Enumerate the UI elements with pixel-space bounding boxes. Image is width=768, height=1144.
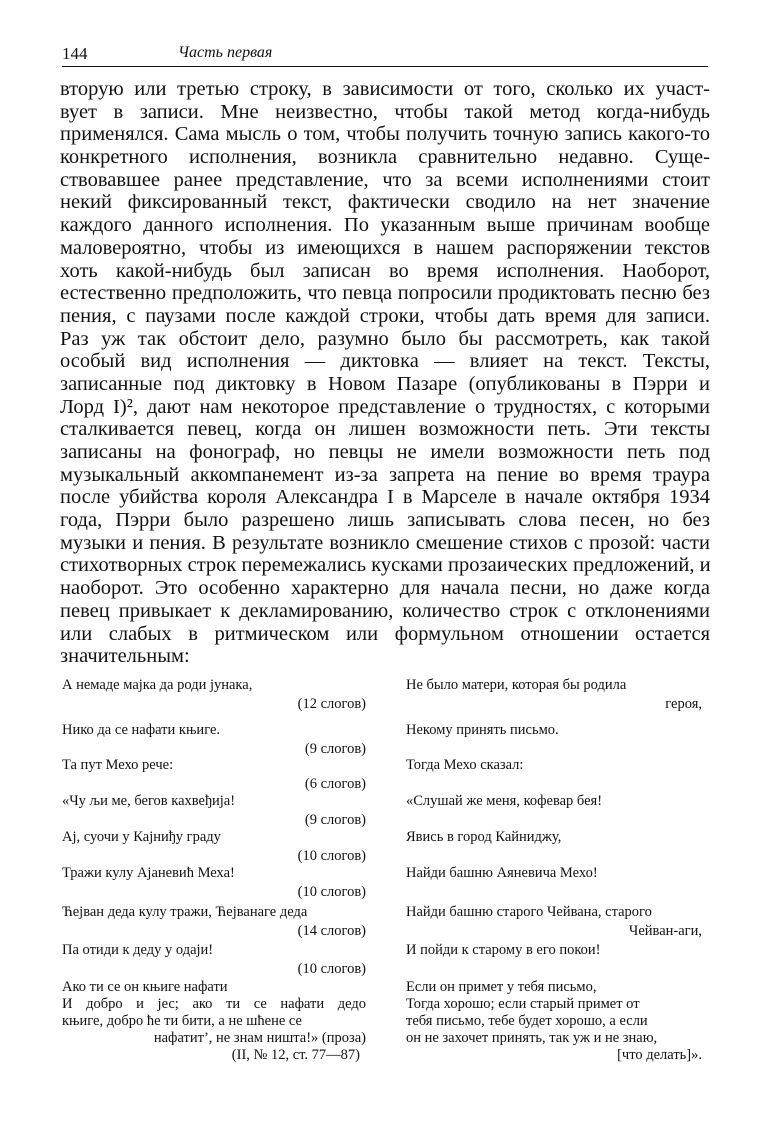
body-line: значительным:	[60, 645, 190, 668]
body-line: Лорд I)², дают нам некоторое представление о трудностях, с которыми	[60, 395, 710, 418]
verse-text: Ћејван деда кулу тражи, Ћејванаге деда	[62, 904, 308, 920]
body-line: маловероятно, чтобы из имеющихся в нашем распоряжении текстов	[60, 236, 710, 259]
prose-line: Если он примет у тебя письмо,	[406, 979, 597, 995]
body-line: особый вид исполнения — диктовка — влияет на текст. Тексты,	[60, 350, 710, 373]
body-line: вторую или третью строку, в зависимости от того, сколько их участ-	[60, 78, 710, 100]
prose-line: књиге, добро ће ти бити, а не шћене се	[62, 1013, 302, 1029]
prose-line: И добро и јес; ако ти се нафати дедо	[62, 996, 366, 1012]
body-line: певец привыкает к декламированию, количество строк с отклонениями	[60, 599, 710, 622]
verse-text: Нико да се нафати књиге.	[62, 722, 221, 738]
verse-line	[62, 721, 366, 759]
verse-prose-block	[62, 979, 366, 1064]
page-header	[62, 42, 708, 66]
body-line: хоть какой-нибудь был записан во время исполнения. Наоборот,	[60, 259, 710, 282]
syllable-count: (9 слогов)	[304, 741, 366, 757]
verse-text: Ај, суочи у Кајниђу граду	[62, 829, 221, 845]
body-line: вует в записи. Мне неизвестно, чтобы такой метод когда-нибудь	[60, 100, 710, 123]
syllable-count: (6 слогов)	[304, 776, 366, 792]
body-line: записаны на фонограф, но певцы не имели возможности петь под	[60, 441, 710, 463]
body-line: наоборот. Это особенно характерно для начала песни, но даже когда	[60, 577, 710, 600]
translation-prose-block	[406, 979, 702, 1064]
translation-line: Некому принять письмо.	[406, 722, 559, 738]
prose-line: тебя письмо, тебе будет хорошо, а если	[406, 1013, 648, 1029]
body-line: музыкальный аккомпанемент из-за запрета на пение во время траура	[60, 463, 710, 486]
body-line: конкретного исполнения, возникла сравнительно недавно. Суще-	[60, 146, 710, 169]
prose-line: нафатит’, не знам ништа!» (проза)	[153, 1030, 366, 1046]
prose-line: Тогда хорошо; если старый примет от	[406, 996, 640, 1012]
body-line: Раз уж так обстоит дело, разумно было бы рассмотреть, как такой	[60, 327, 710, 350]
verse-line	[62, 864, 366, 902]
body-line: некий фиксированный текст, фактически сводило на нет значение	[60, 191, 710, 214]
syllable-count: (10 слогов)	[297, 848, 366, 864]
translation-line: Чейван-аги,	[628, 923, 702, 939]
translation-line: Найди башню старого Чейвана, старого	[406, 904, 652, 920]
body-line: сталкивается певец, когда он лишен возможности петь. Эти тексты	[60, 418, 710, 441]
verse-text: «Чу љи ме, бегов кахвеђија!	[62, 793, 236, 809]
body-line: пения, с паузами после каждой строки, чтобы дать время для записи.	[60, 304, 710, 327]
translation-line: героя,	[665, 696, 702, 712]
body-line: года, Пэрри было разрешено лишь записывать слова песен, но без	[60, 509, 710, 532]
verse-line	[62, 903, 366, 941]
page-number: 144	[62, 44, 88, 63]
translation-line: Тогда Мехо сказал:	[406, 757, 524, 773]
verse-text: Тражи кулу Ајаневић Меха!	[62, 865, 235, 881]
translation-line: Найди башню Аяневича Мехо!	[406, 865, 598, 881]
body-line: естественно предположить, что певца попросили продиктовать песню без	[60, 282, 710, 305]
body-line: ствовавшее ранее представление, что за всеми исполнениями стоит	[60, 168, 710, 191]
verse-line	[62, 676, 366, 714]
body-line: каждого данного исполнения. По указанным выше причинам вообще	[60, 214, 710, 237]
body-line: после убийства короля Александра I в Марселе в начале октября 1934	[60, 486, 710, 509]
body-line: стихотворных строк перемежались кусками прозаических предложений, и	[60, 554, 711, 577]
verse-text: Та пут Мехо рече:	[62, 757, 174, 773]
body-line: записанные под диктовку в Новом Пазаре (опубликованы в Пэрри и	[60, 372, 710, 395]
verse-text: Ако ти се он књиге нафати	[62, 979, 228, 995]
verse-line	[62, 792, 366, 830]
verse-line	[62, 756, 366, 794]
verse-text: Па отиди к деду у одаји!	[62, 942, 214, 958]
verse-text: А немаде мајка да роди јунака,	[62, 677, 253, 693]
syllable-count: (14 слогов)	[297, 923, 366, 939]
syllable-count: (9 слогов)	[304, 812, 366, 828]
header-rule	[62, 66, 708, 67]
body-line: музыки и пения. В результате возникло смешение стихов с прозой: части	[60, 531, 710, 554]
verse-line	[62, 941, 366, 979]
source-reference: (II, № 12, ст. 77—87)	[231, 1047, 360, 1063]
translation-line: «Слушай же меня, кофевар бея!	[406, 793, 603, 809]
translation-line: Не было матери, которая бы родила	[406, 677, 627, 693]
translation-line: И пойди к старому в его покои!	[406, 942, 601, 958]
syllable-count: (10 слогов)	[297, 884, 366, 900]
body-line: применялся. Сама мысль о том, чтобы получить точную запись какого-то	[60, 123, 710, 146]
prose-line: он не захочет принять, так уж и не знаю,	[406, 1030, 658, 1046]
body-line: или слабых в ритмическом или формульном отношении остается	[60, 622, 710, 645]
syllable-count: (10 слогов)	[297, 961, 366, 977]
body-paragraph	[60, 78, 710, 668]
verse-line	[62, 828, 366, 866]
syllable-count: (12 слогов)	[297, 696, 366, 712]
running-title: Часть первая	[178, 44, 273, 61]
translation-line: Явись в город Кайниджу,	[406, 829, 562, 845]
prose-line: [что делать]».	[617, 1047, 702, 1063]
